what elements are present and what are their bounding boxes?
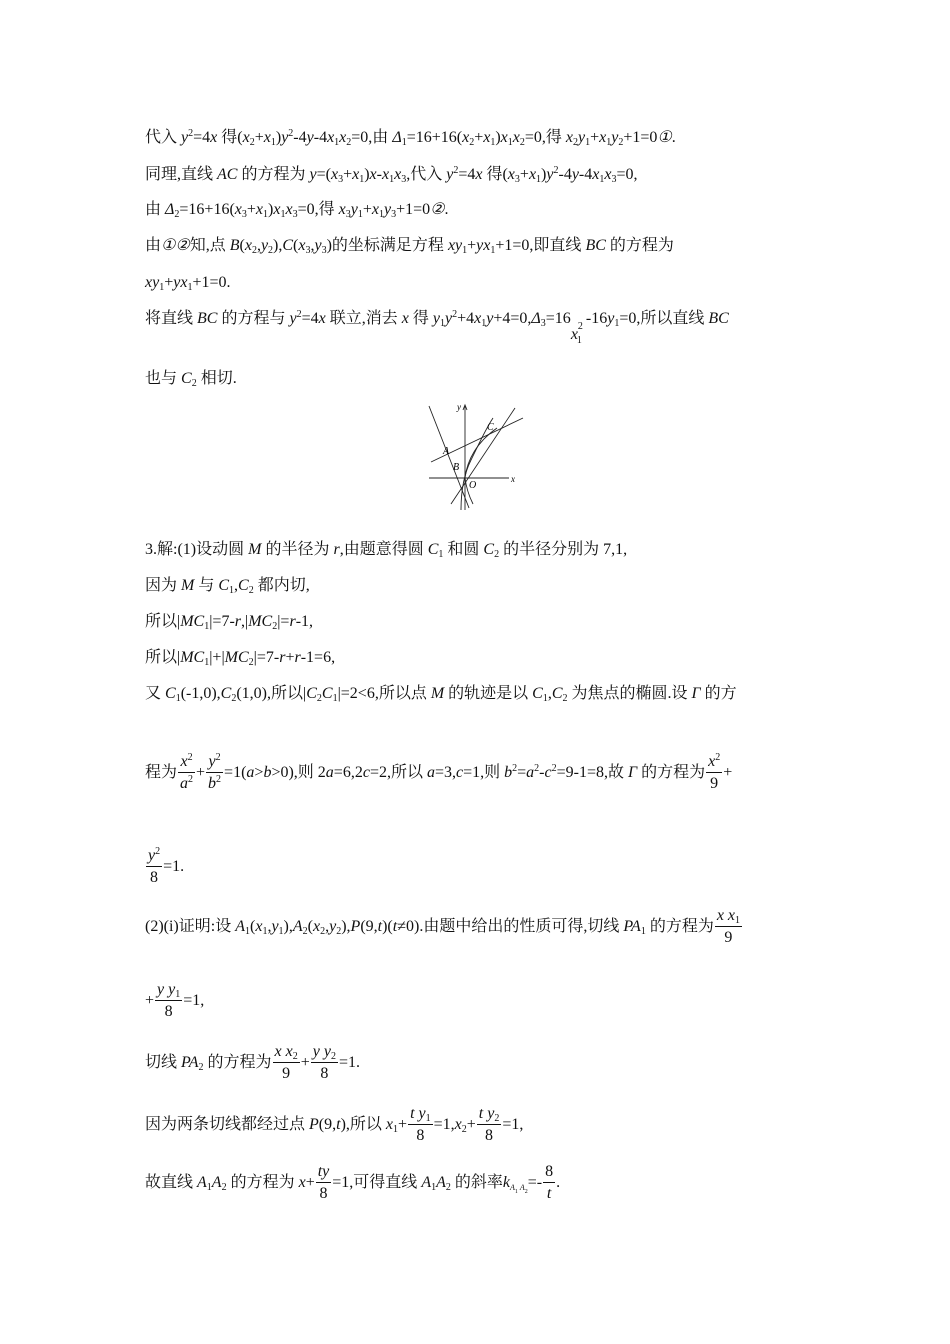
text-line-15: (2)(i)证明:设 $A_1(x_1,y_1),A_2(x_2,y_2),P(9,t)(t\ne 0)$.由题中给出的性质可得,切线 $PA_1$ 的方程为 $\frac{x x_1}{9}$ xyxy=(145,907,741,946)
label-origin: O xyxy=(469,480,477,491)
tangent-line-2 xyxy=(451,408,515,504)
tangent-line-1 xyxy=(429,406,469,508)
text-line-9: 因为 M 与 $C_1,C_2$ 都内切, xyxy=(145,577,310,596)
label-y-axis: y xyxy=(457,402,461,412)
text-line-10: 所以$|MC_1|=7-r,|MC_2|=r-1$, xyxy=(145,613,314,632)
text-line-14: $\frac{y^2}{8}$ =1. xyxy=(148,846,185,886)
figure-svg xyxy=(425,400,527,512)
label-a: A xyxy=(443,446,450,457)
text-line-17: 切线 $PA_2$ 的方程为 $\frac{x x_2}{9}$ + $\frac{y y_2}{8}$ =1. xyxy=(145,1043,360,1082)
text-line-6: 将直线 BC 的方程与 $y^2=4x$ 联立,消去 x 得 $y_1y^2+4x_1y+4=0,\Delta_3=16x$ 2 1 $-16y_1=0$,所以直线 BC xyxy=(145,309,729,346)
text-line-8: 3.解:(1)设动圆 M 的半径为 r,由题意得圆 $C_1$ 和圆 $C_2$ 的半径分别为 7,1, xyxy=(145,541,628,560)
text-line-2: 同理,直线 AC 的方程为 $y=(x_3+x_1)x-x_1x_3$,代入 $y^2=4x$ 得$(x_3+x_1)y^2-4y-4x_1x_3=0$, xyxy=(145,165,638,185)
text-line-4: 由①②知,点 $B(x_2,y_2),C(x_3,y_3)$的坐标满足方程 $xy_1+yx_1+1=0$,即直线 BC 的方程为 xyxy=(145,237,674,256)
text-line-18: 因为两条切线都经过点 P(9,t),所以 $x_1+$ $\frac{t y_1}{8}$ $=1,x_2+$ $\frac{t y_2}{8}$ =1, xyxy=(145,1105,524,1144)
label-x-axis: x xyxy=(511,474,515,484)
text-line-13: 程为 $\frac{x^2}{a^2}$ + $\frac{y^2}{b^2}$ =1(a>b>0),则 2a=6,2c=2,所以 a=3,c=1,则 $b^2=a^2-c^2=9-1=8$,故 Γ 的方程为 $\frac{x^2}{9}$ + xyxy=(145,752,733,792)
text-line-16: + $\frac{y y_1}{8}$ =1, xyxy=(145,981,205,1020)
text-line-19: 故直线 $A_1A_2$ 的方程为 x+ $\frac{ty}{8}$ =1,可得直线 $A_1A_2$ 的斜率$k_{A_1 A_2}=-$ $\frac{8}{t}$ . xyxy=(145,1163,561,1202)
label-c: C xyxy=(487,422,494,433)
label-b: B xyxy=(453,462,460,473)
text-line-11: 所以$|MC_1|+|MC_2|=7-r+r-1=6$, xyxy=(145,649,336,668)
parabola-tangent-figure xyxy=(425,400,527,512)
text-line-7: 也与 $C_2$ 相切. xyxy=(145,370,237,389)
parabola-upper xyxy=(465,428,497,478)
text-line-5: $xy_1+yx_1+1=0$. xyxy=(145,274,231,293)
text-line-1: 代入 $y^2=4x$ 得$(x_2+x_1)y^2-4y-4x_1x_2=0$,由 $\Delta_1=16+16(x_2+x_1)x_1x_2=0$,得 $x_2y_1+x_1y_2+1=0①$. xyxy=(145,128,676,148)
text-line-12: 又 $C_1(-1,0),C_2(1,0)$,所以$|C_2C_1|=2<6$,所以点 M 的轨迹是以 $C_1,C_2$ 为焦点的椭圆.设 Γ 的方 xyxy=(145,685,737,704)
text-line-3: 由 $\Delta_2=16+16(x_3+x_1)x_1x_3=0$,得 $x_3y_1+x_1y_3+1=0②$. xyxy=(145,201,449,220)
